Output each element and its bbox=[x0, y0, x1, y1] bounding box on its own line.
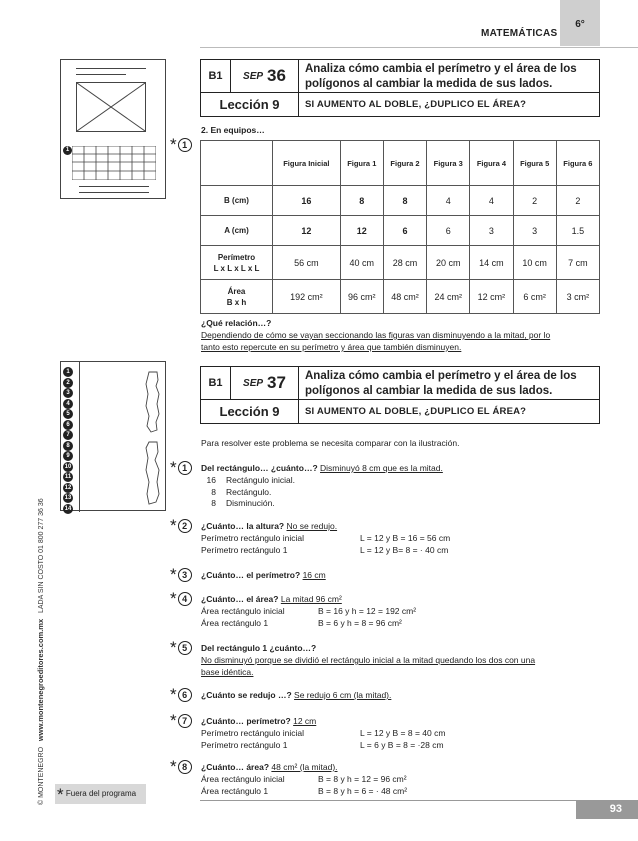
thumb-badge: 10 bbox=[64, 463, 72, 470]
thumb-line bbox=[76, 74, 126, 75]
table-header-cell bbox=[340, 141, 383, 186]
row-label bbox=[201, 280, 273, 314]
publisher-credit bbox=[36, 498, 45, 805]
out-of-program-label: Fuera del programa bbox=[65, 789, 137, 798]
table-cell: 7 cm bbox=[556, 246, 599, 280]
lesson-topic: Analiza cómo cambia el perímetro y el área de los polígonos al cambiar la medida de sus lados. bbox=[305, 370, 577, 397]
item-question: ¿Cuánto… la altura? bbox=[201, 521, 285, 531]
row-label-text: Perímetro bbox=[217, 252, 256, 262]
detail-value: L = 12 y B = 8 = 40 cm bbox=[360, 728, 446, 738]
marker-number: 7 bbox=[178, 714, 192, 728]
item-question: ¿Cuánto… área? bbox=[201, 762, 270, 772]
sep-label: SEP bbox=[243, 71, 264, 82]
table-cell: 8 bbox=[340, 186, 383, 216]
detail-label: Perímetro rectángulo inicial bbox=[201, 728, 304, 738]
table-header-cell bbox=[273, 141, 341, 186]
star-icon: * bbox=[170, 589, 177, 608]
detail-label: Perímetro rectángulo inicial bbox=[201, 533, 304, 543]
intro-text: Para resolver este problema se necesita comparar con la ilustración. bbox=[201, 438, 460, 448]
thumb-badge: 1 bbox=[63, 146, 72, 155]
marker-number: 4 bbox=[178, 592, 192, 606]
item-question-line bbox=[201, 570, 326, 582]
detail-value: L = 12 y B= 8 = · 40 cm bbox=[360, 544, 449, 555]
lesson-topic: Analiza cómo cambia el perímetro y el área de los polígonos al cambiar la medida de sus lados. bbox=[305, 63, 577, 90]
relation-answer-line-2: tanto esto repercute en su perímetro y área que también disminuyen. bbox=[201, 342, 462, 352]
marker-number: 3 bbox=[178, 568, 192, 582]
table-cell: 6 cm² bbox=[513, 280, 556, 314]
table-header-cell bbox=[383, 141, 426, 186]
item-question-line bbox=[201, 463, 443, 475]
marker-2 bbox=[170, 516, 192, 535]
relation-question: ¿Qué relación…? bbox=[201, 318, 272, 328]
table-cell: 3 bbox=[513, 216, 556, 246]
table-cell: 12 bbox=[340, 216, 383, 246]
table-cell: 16 bbox=[273, 186, 341, 216]
table-cell: 3 bbox=[470, 216, 513, 246]
table-cell: 1.5 bbox=[556, 216, 599, 246]
marker-6 bbox=[170, 685, 192, 704]
row-label-formula: B x h bbox=[226, 297, 247, 307]
thumb-badge: 5 bbox=[63, 409, 73, 419]
table-cell: 2 bbox=[513, 186, 556, 216]
table-cell: 4 bbox=[470, 186, 513, 216]
page-thumbnail-1 bbox=[60, 59, 166, 199]
table-cell: 4 bbox=[427, 186, 470, 216]
star-icon: * bbox=[170, 565, 177, 584]
thumb-badge: 1 bbox=[63, 367, 73, 377]
detail-label: Perímetro rectángulo 1 bbox=[201, 544, 288, 555]
item-question: ¿Cuánto se redujo …? bbox=[201, 690, 292, 700]
detail-value: Rectángulo inicial. bbox=[226, 475, 295, 485]
thumb-badge: 2 bbox=[63, 378, 73, 388]
thumb-badge: 3 bbox=[63, 388, 73, 398]
marker-number: 1 bbox=[178, 461, 192, 475]
detail-value: Rectángulo. bbox=[226, 486, 272, 497]
table-header-cell bbox=[427, 141, 470, 186]
marker-number: 6 bbox=[178, 688, 192, 702]
thumb-badge: 9 bbox=[63, 451, 73, 461]
star-icon: * bbox=[170, 638, 177, 657]
header-word: Figura 6 bbox=[563, 158, 593, 168]
table-cell: 8 bbox=[383, 186, 426, 216]
block-label: B1 bbox=[201, 60, 231, 92]
row-label bbox=[201, 216, 273, 246]
marker-5 bbox=[170, 638, 192, 657]
header-word: Figura 3 bbox=[433, 158, 463, 168]
detail-value: Disminución. bbox=[226, 498, 275, 508]
sep-page bbox=[231, 60, 299, 92]
lesson-question: SI AUMENTO AL DOBLE, ¿DUPLICO EL ÁREA? bbox=[305, 406, 527, 417]
marker-number: 1 bbox=[178, 138, 192, 152]
lesson-title: Lección 9 bbox=[201, 400, 299, 424]
publisher-brand: © MONTENEGRO bbox=[38, 746, 45, 805]
sep-number: 37 bbox=[267, 373, 286, 392]
thumb-line bbox=[79, 186, 149, 187]
detail-label: Área rectángulo 1 bbox=[201, 785, 269, 796]
detail-value: L = 6 y B = 8 = ·28 cm bbox=[360, 739, 444, 750]
item-answer: 48 cm² (la mitad). bbox=[271, 762, 338, 772]
star-icon: * bbox=[170, 711, 177, 730]
detail-label: 16 bbox=[206, 475, 216, 485]
image-placeholder-icon bbox=[76, 82, 146, 132]
item-answer: La mitad 96 cm² bbox=[280, 594, 342, 604]
sep-number: 36 bbox=[267, 66, 286, 85]
table-cell: 192 cm² bbox=[273, 280, 341, 314]
row-label bbox=[201, 246, 273, 280]
detail-value: B = 16 y h = 12 = 192 cm² bbox=[318, 606, 417, 616]
row-label-text: Área bbox=[227, 286, 246, 296]
table-cell: 2 bbox=[556, 186, 599, 216]
table-cell: 12 cm² bbox=[470, 280, 513, 314]
thumb-badge: 7 bbox=[63, 430, 73, 440]
item-question-line bbox=[201, 521, 337, 533]
table-header-row bbox=[201, 141, 600, 186]
item-answer-line-2: base idéntica. bbox=[201, 667, 254, 677]
star-icon: * bbox=[170, 135, 177, 154]
row-label-formula: L x L x L x L bbox=[213, 263, 260, 273]
row-label bbox=[201, 186, 273, 216]
detail-value: L = 12 y B = 16 = 56 cm bbox=[360, 533, 451, 543]
thumb-line bbox=[79, 192, 149, 193]
star-icon: * bbox=[57, 785, 64, 804]
item-answer: 12 cm bbox=[293, 716, 317, 726]
thumb-badge: 14 bbox=[64, 505, 72, 512]
publisher-phone: LADA SIN COSTO 01 800 277 36 36 bbox=[38, 498, 45, 613]
table-cell: 96 cm² bbox=[340, 280, 383, 314]
item-answer-line-1: No disminuyó porque se dividió el rectángulo inicial a la mitad quedando los dos con una bbox=[201, 655, 536, 665]
thumb-badge-column bbox=[63, 367, 75, 514]
star-icon: * bbox=[170, 685, 177, 704]
sep-label: SEP bbox=[243, 378, 264, 389]
item-question: ¿Cuánto… el perímetro? bbox=[201, 570, 301, 580]
item-answer: Disminuyó 8 cm que es la mitad. bbox=[320, 463, 443, 473]
marker-8 bbox=[170, 757, 192, 776]
item-question: Del rectángulo… ¿cuánto…? bbox=[201, 463, 318, 473]
thumb-line bbox=[76, 68, 146, 69]
item-question-line bbox=[201, 716, 316, 728]
row-label-text: B (cm) bbox=[224, 196, 249, 205]
header-word: Figura 1 bbox=[347, 158, 377, 168]
table-cell: 40 cm bbox=[340, 246, 383, 280]
marker-number: 2 bbox=[178, 519, 192, 533]
table-cell: 3 cm² bbox=[556, 280, 599, 314]
figures-table bbox=[200, 140, 600, 314]
out-of-program-note bbox=[55, 784, 146, 804]
item-question-line bbox=[201, 762, 338, 774]
item-question: ¿Cuánto… perímetro? bbox=[201, 716, 291, 726]
detail-label: Área rectángulo 1 bbox=[201, 617, 269, 628]
detail-value: B = 6 y h = 8 = 96 cm² bbox=[318, 617, 402, 628]
table-cell: 24 cm² bbox=[427, 280, 470, 314]
block-label: B1 bbox=[201, 367, 231, 399]
table-row bbox=[201, 186, 600, 216]
thumb-badge: 11 bbox=[64, 474, 72, 480]
item-question-line bbox=[201, 690, 391, 702]
thumb-badge: 4 bbox=[63, 399, 73, 409]
table-header-cell bbox=[513, 141, 556, 186]
item-question: ¿Cuánto… el área? bbox=[201, 594, 279, 604]
star-icon: * bbox=[170, 516, 177, 535]
thumb-badge: 13 bbox=[64, 495, 72, 501]
star-icon: * bbox=[170, 757, 177, 776]
table-cell: 10 cm bbox=[513, 246, 556, 280]
header-word: Figura 2 bbox=[390, 158, 420, 168]
page-thumbnail-2 bbox=[60, 361, 166, 511]
detail-label: Área rectángulo inicial bbox=[201, 606, 285, 616]
marker-1 bbox=[170, 135, 192, 154]
table-cell: 6 bbox=[383, 216, 426, 246]
thumb-badge: 12 bbox=[64, 484, 72, 491]
item-question-line bbox=[201, 594, 342, 606]
publisher-url: www.montenegroeditores.com.mx bbox=[36, 618, 45, 742]
sep-page bbox=[231, 367, 299, 399]
section-label: 2. En equipos… bbox=[201, 125, 265, 135]
marker-number: 5 bbox=[178, 641, 192, 655]
grade-tab: 6° bbox=[560, 0, 600, 46]
header-rule bbox=[200, 47, 638, 48]
item-question-line bbox=[201, 643, 316, 655]
table-cell: 14 cm bbox=[470, 246, 513, 280]
table-header-cell bbox=[470, 141, 513, 186]
footer-rule bbox=[200, 800, 576, 801]
header-word: Figura 4 bbox=[476, 158, 507, 168]
lesson-header-2 bbox=[200, 366, 600, 424]
table-cell: 6 bbox=[427, 216, 470, 246]
header-word: Figura Inicial bbox=[283, 158, 330, 168]
lesson-header-1 bbox=[200, 59, 600, 117]
table-cell: 28 cm bbox=[383, 246, 426, 280]
item-answer: 16 cm bbox=[302, 570, 326, 580]
thumb-table-grid bbox=[72, 146, 156, 180]
table-corner bbox=[201, 141, 273, 186]
row-label-text: A (cm) bbox=[224, 226, 249, 235]
item-answer: Se redujo 6 cm (la mitad). bbox=[294, 690, 392, 700]
page-number: 93 bbox=[576, 800, 638, 819]
table-cell: 12 bbox=[273, 216, 341, 246]
lesson-title: Lección 9 bbox=[201, 93, 299, 117]
lesson-question: SI AUMENTO AL DOBLE, ¿DUPLICO EL ÁREA? bbox=[305, 99, 527, 110]
marker-1 bbox=[170, 458, 192, 477]
table-cell: 48 cm² bbox=[383, 280, 426, 314]
table-header-cell bbox=[556, 141, 599, 186]
relation-answer-line-1: Dependiendo de cómo se vayan seccionando las figuras van disminuyendo a la mitad, por lo bbox=[201, 330, 551, 340]
detail-value: B = 8 y h = 12 = 96 cm² bbox=[318, 774, 407, 784]
table-row bbox=[201, 280, 600, 314]
item-answer: No se redujo. bbox=[286, 521, 338, 531]
marker-7 bbox=[170, 711, 192, 730]
thumb-badge: 8 bbox=[63, 441, 73, 451]
marker-number: 8 bbox=[178, 760, 192, 774]
detail-label: 8 bbox=[211, 486, 216, 497]
thumb-badge: 6 bbox=[63, 420, 73, 430]
table-row bbox=[201, 246, 600, 280]
subject-title: MATEMÁTICAS bbox=[481, 28, 558, 39]
header-word: Figura 5 bbox=[520, 158, 550, 168]
table-row bbox=[201, 216, 600, 246]
item-question: Del rectángulo 1 ¿cuánto…? bbox=[201, 643, 317, 653]
detail-label: 8 bbox=[211, 498, 216, 508]
rectangle-illustration-icon bbox=[143, 370, 163, 506]
star-icon: * bbox=[170, 458, 177, 477]
table-cell: 20 cm bbox=[427, 246, 470, 280]
thumb-divider bbox=[79, 362, 80, 512]
detail-label: Área rectángulo inicial bbox=[201, 774, 285, 784]
marker-4 bbox=[170, 589, 192, 608]
marker-3 bbox=[170, 565, 192, 584]
detail-value: B = 8 y h = 6 = · 48 cm² bbox=[318, 785, 408, 796]
table-cell: 56 cm bbox=[273, 246, 341, 280]
detail-label: Perímetro rectángulo 1 bbox=[201, 739, 288, 750]
